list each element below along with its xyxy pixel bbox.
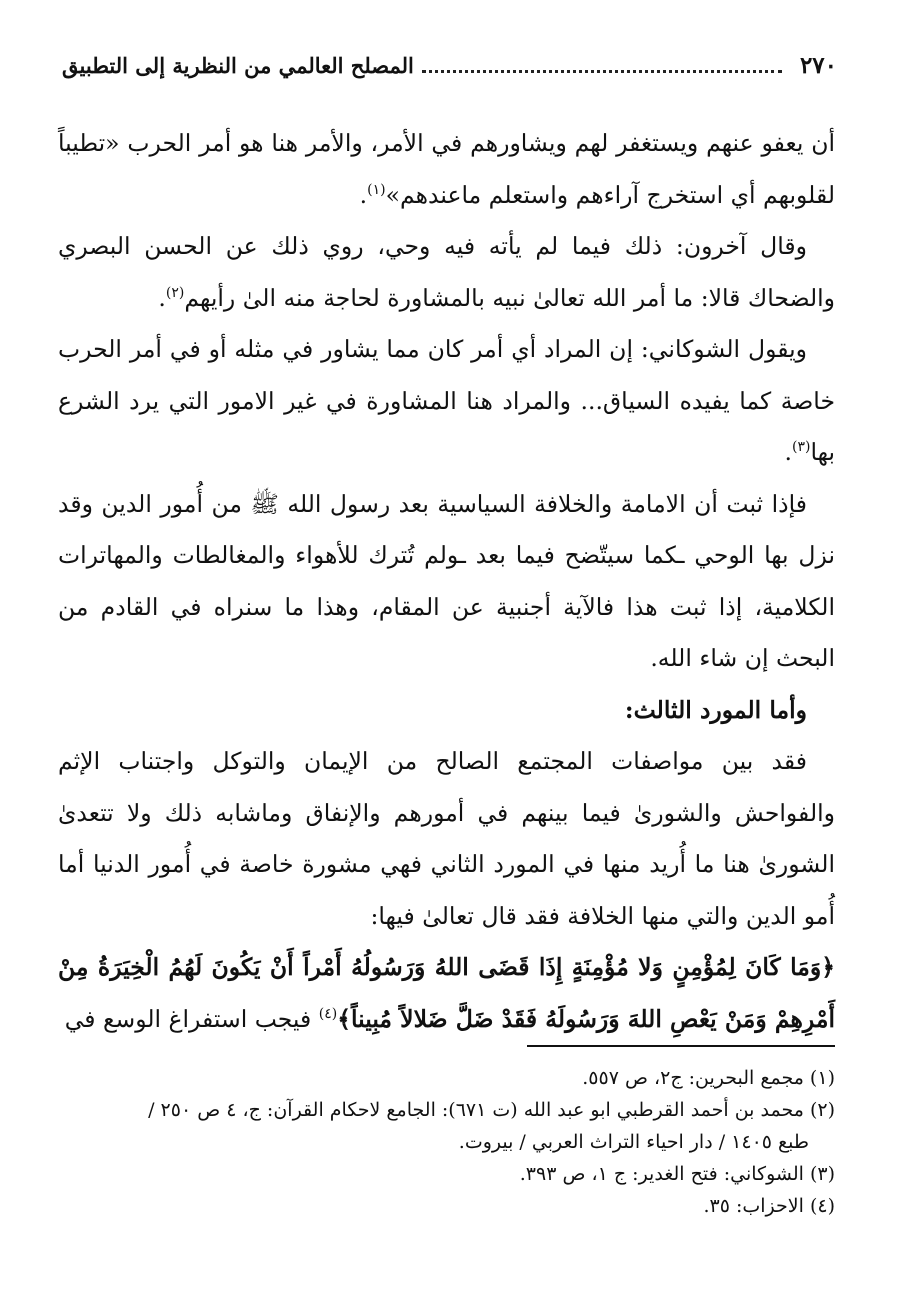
header-leader-dots [422,56,782,73]
footnote-ref-2: (٢) [165,284,185,301]
footnote-separator [527,1045,835,1047]
running-title: المصلح العالمي من النظرية إلى التطبيق [62,53,414,78]
main-text [58,118,835,1045]
paragraph-1: أن يعفو عنهم ويستغفر لهم ويشاورهم في الأمر، والأمر هنا هو أمر الحرب «تطيباً لقلوبهم أي استخرج آراءهم واستعلم ماعندهم»$^{(١)}$. [58,129,835,209]
paragraph-3: ويقول الشوكاني: إن المراد أي أمر كان مما يشاور في مثله أو في أمر الحرب خاصة كما يفيده السياق... والمراد هنا المشاورة في غير الامور التي يرد الشرع بها$^{(٣)}$. [58,335,835,466]
page-header [62,52,837,79]
footnote-2: (٢) محمد بن أحمد القرطبي ابو عبد الله (ت ٦٧١): الجامع لاحكام القرآن: ج، ٤ ص ٢٥٠ / [148,1099,835,1121]
paragraph-2-text: وقال آخرون: ذلك فيما لم يأته فيه وحي، روي ذلك عن الحسن البصري والضحاك قالا: ما أمر الله تعالىٰ نبيه بالمشاورة لحاجة منه الىٰ رأيهم [58,232,835,312]
footnote-2-continuation: طبع ١٤٠٥ / دار احياء التراث العربي / بيروت. [458,1131,809,1153]
verse-paragraph [58,942,835,1045]
section-subheading: وأما المورد الثالث: [624,695,807,724]
page-number: ٢٧٠ [799,52,837,79]
footnote-4: (٤) الاحزاب: ٣٥. [703,1195,835,1217]
paragraph-3-text: ويقول الشوكاني: إن المراد أي أمر كان مما يشاور في مثله أو في أمر الحرب خاصة كما يفيده السياق... والمراد هنا المشاورة في غير الامور التي يرد الشرع بها [58,335,835,466]
footnote-ref-1: (١) [367,181,386,198]
paragraph-4: فإذا ثبت أن الامامة والخلافة السياسية بعد رسول الله ﷺ من أُمور الدين وقد نزل بها الوحي ـكما سيتّضح فيما بعد ـولم تُترك للأهواء والمغالطات والمهاترات الكلامية، إذا ثبت هذا فالآية أجنبية عن المقام، وهذا ما سنراه في القادم من البحث إن شاء الله. [58,489,835,672]
paragraph-5: فقد بين مواصفات المجتمع الصالح من الإيمان والتوكل واجتناب الإثم والفواحش والشورىٰ فيما بينهم في أمورهم والإنفاق وماشابه ذلك ولا تتعدىٰ الشورىٰ هنا ما أُريد منها في المورد الثاني فهي مشورة خاصة في أُمور الدنيا أما أُمو الدين والتي منها الخلافة فقد قال تعالىٰ فيها: [58,747,835,930]
footnote-ref-4: (٤) [318,1005,338,1022]
verse-continuation: فيجب استفراغ الوسع في [64,1004,319,1033]
paragraph-1-text: أن يعفو عنهم ويستغفر لهم ويشاورهم في الأمر، والأمر هنا هو أمر الحرب «تطيباً لقلوبهم أي استخرج آراءهم واستعلم ماعندهم» [58,129,835,209]
quran-verse: ﴿وَمَا كَانَ لِمُؤْمِنٍ وَلا مُؤْمِنَةٍ إِذَا قَضَى اللهُ وَرَسُولُهُ أَمْراً أَنْ يَكُونَ لَهُمُ الْخِيَرَةُ مِنْ أَمْرِهِمْ وَمَنْ يَعْصِ اللهَ وَرَسُولَهُ فَقَدْ ضَلَّ ضَلالاً مُبِيناً﴾ [58,953,835,1033]
footnote-3: (٣) الشوكاني: فتح الغدير: ج ١، ص ٣٩٣. [519,1163,835,1185]
footnote-ref-3: (٣) [791,439,811,456]
footnote-1: (١) مجمع البحرين: ج٢، ص ٥٥٧. [582,1067,835,1089]
paragraph-2: وقال آخرون: ذلك فيما لم يأته فيه وحي، روي ذلك عن الحسن البصري والضحاك قالا: ما أمر الله تعالىٰ نبيه بالمشاورة لحاجة منه الىٰ رأيهم$^{(٢)}$. [58,232,835,312]
footnotes [72,1062,835,1222]
